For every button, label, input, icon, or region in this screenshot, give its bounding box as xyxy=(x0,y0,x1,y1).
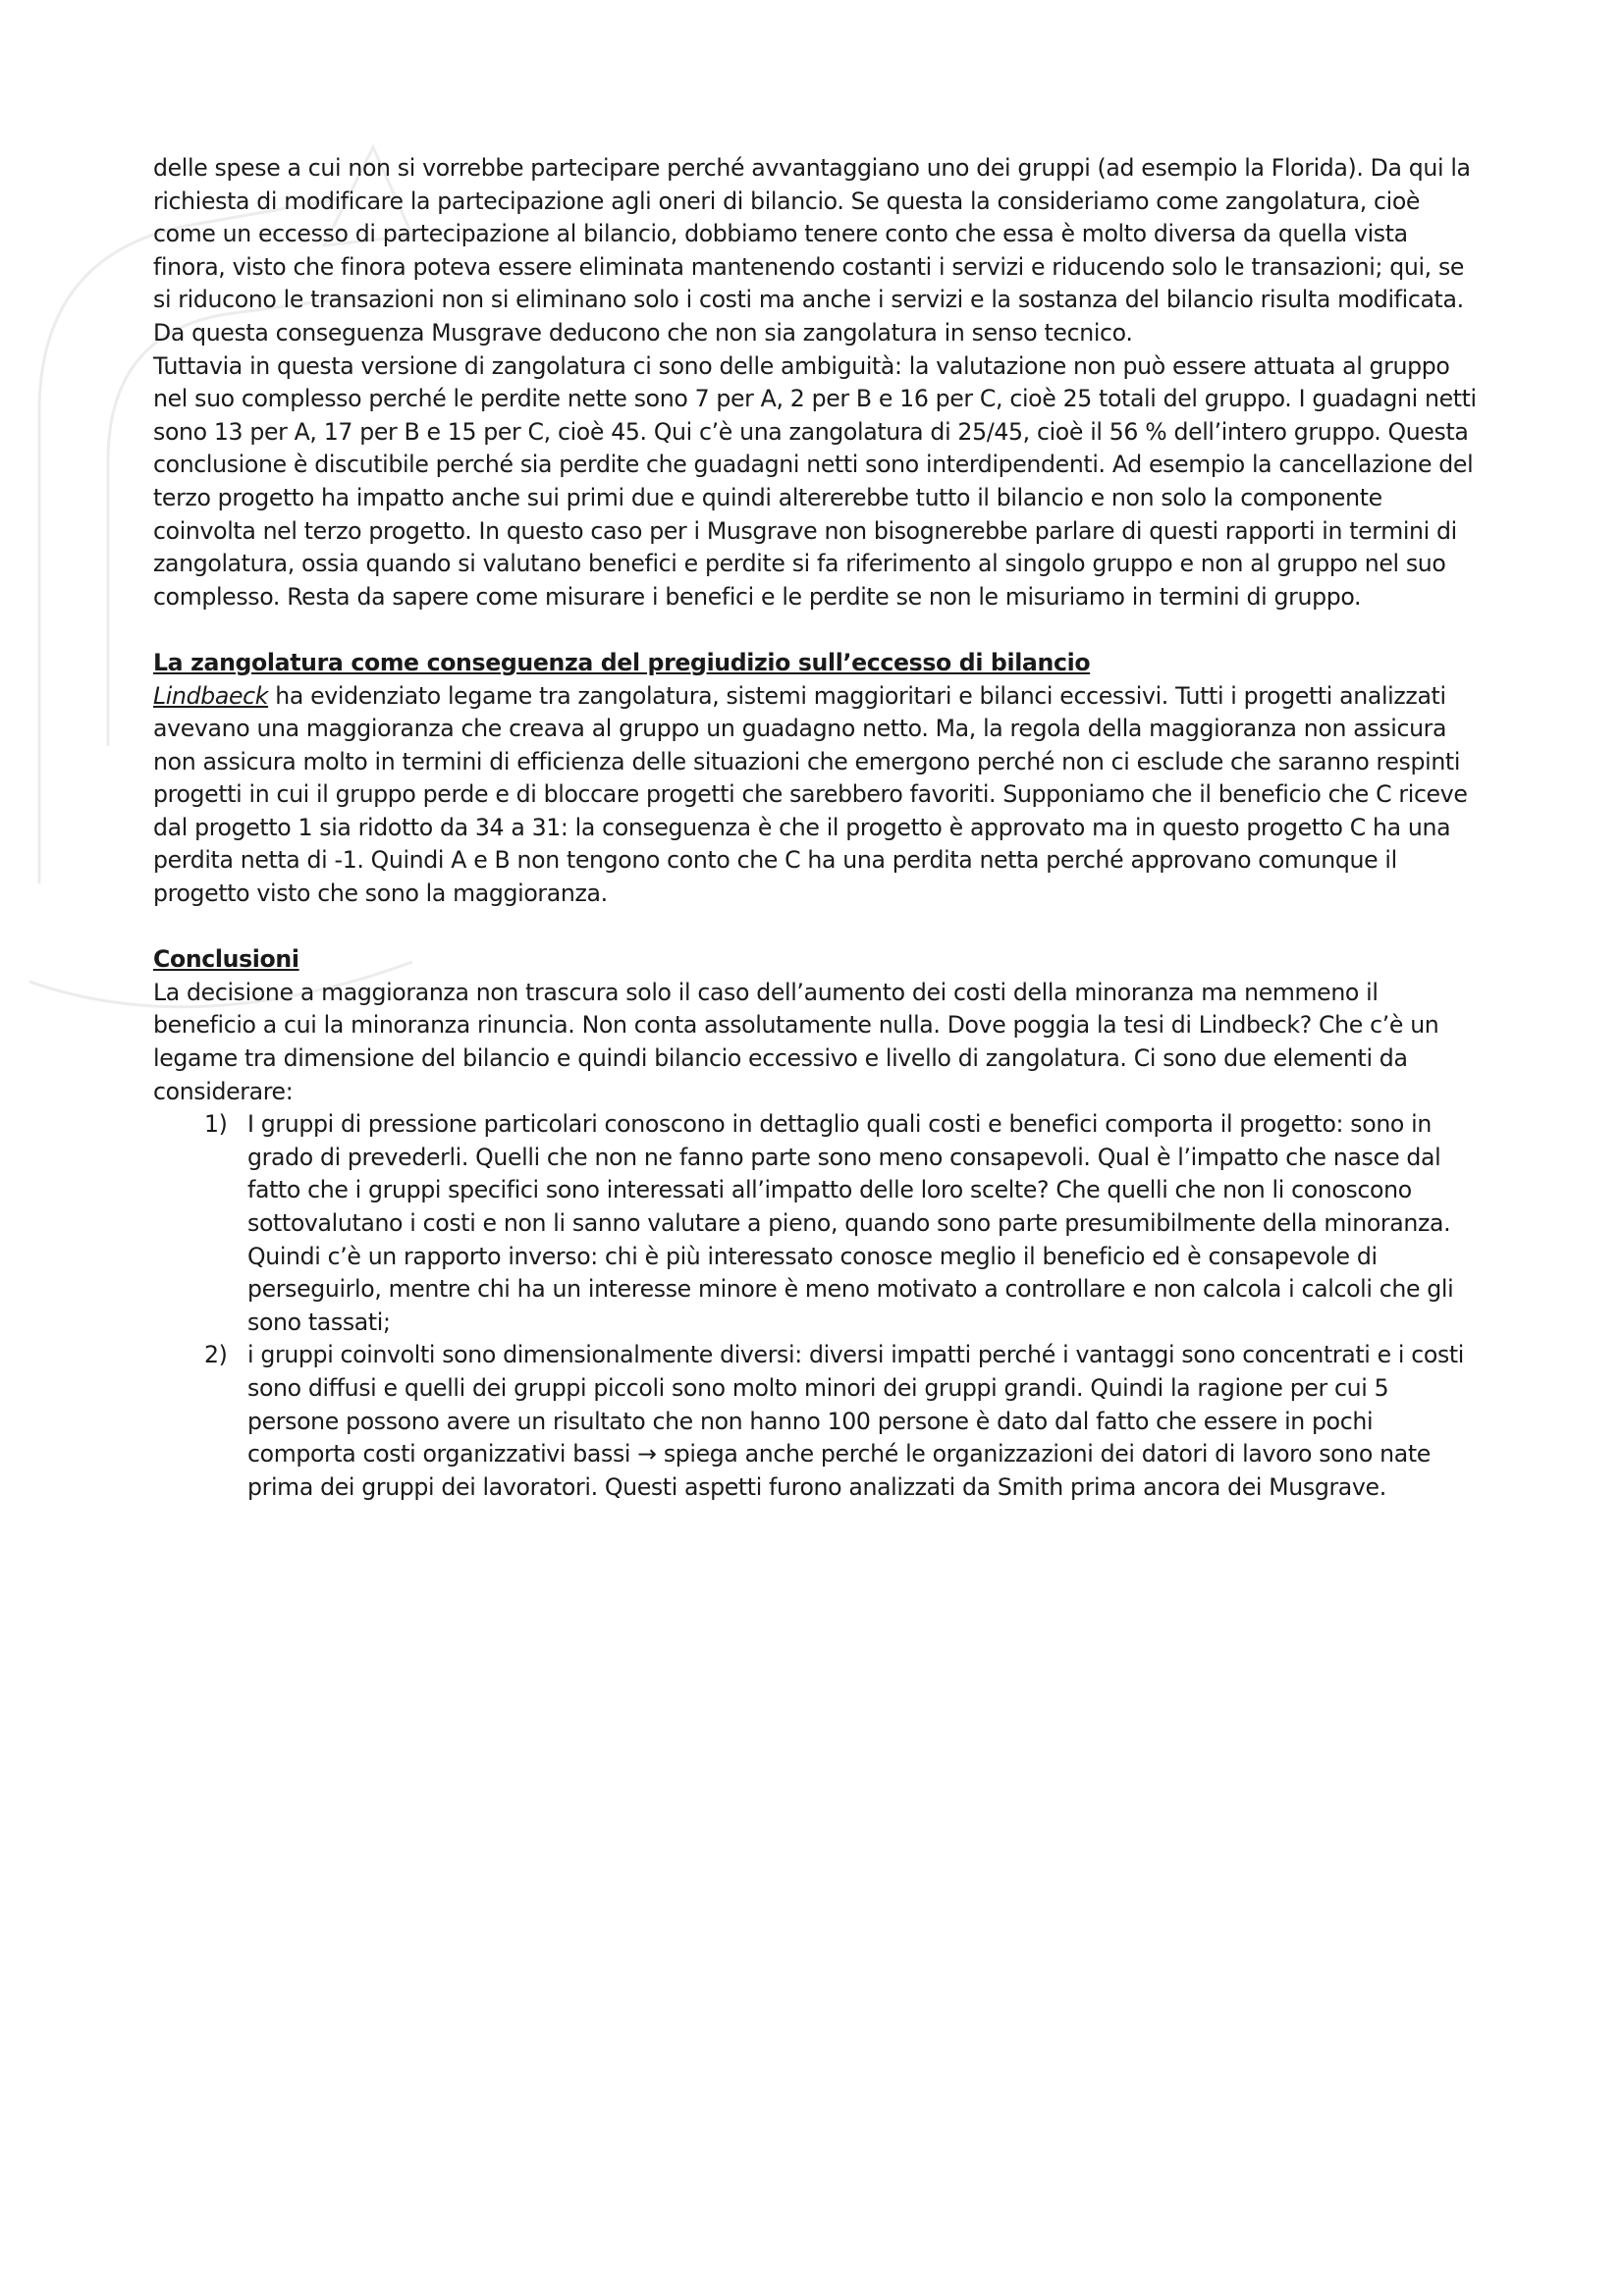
list-item-1 xyxy=(153,1108,1481,1339)
paragraph-conclusioni: La decisione a maggioranza non trascura solo il caso dell’aumento dei costi della minoranza ma nemmeno il beneficio a cui la minoranza rinuncia. Non conta assolutamente nulla. Dove poggia la tesi di Lindbeck? Che c’è un legame tra dimensione del bilancio e quindi bilancio eccessivo e livello di zangolatura. Ci sono due elementi da considerare: xyxy=(153,978,1439,1105)
author-name: Lindbaeck xyxy=(153,681,269,710)
paragraph-lindbaeck xyxy=(153,680,1481,911)
spacer xyxy=(153,911,1481,944)
list-item-text: i gruppi coinvolti sono dimensionalmente diversi: diversi impatti perché i vantaggi sono concentrati e i costi sono diffusi e quelli dei gruppi piccoli sono molto minori dei gruppi grandi. Quindi la ragione per cui 5 persone possono avere un risultato che non hanno 100 persone è dato dal fatto che essere in pochi comporta costi organizzativi bassi → spiega anche perché le organizzazioni dei datori di lavoro sono nate prima dei gruppi dei lavoratori. Questi aspetti furono analizzati da Smith prima ancora dei Musgrave. xyxy=(247,1341,1464,1501)
numbered-list xyxy=(153,1108,1481,1504)
paragraph-lindbaeck-body: ha evidenziato legame tra zangolatura, sistemi maggioritari e bilanci eccessivi. Tutti i progetti analizzati avevano una maggioranza che creava al gruppo un guadagno netto. Ma, la regola della maggioranza non assicura non assicura molto in termini di efficienza delle situazioni che emergono perché non ci esclude che saranno respinti progetti in cui il gruppo perde e di bloccare progetti che sarebbero favoriti. Supponiamo che il beneficio che C riceve dal progetto 1 sia ridotto da 34 a 31: la conseguenza è che il progetto è approvato ma in questo progetto C ha una perdita netta di -1. Quindi A e B non tengono conto che C ha una perdita netta perché approvano comunque il progetto visto che sono la maggioranza. xyxy=(153,681,1468,908)
section-heading-conclusioni: Conclusioni xyxy=(153,945,299,974)
list-number: 1) xyxy=(204,1110,228,1139)
list-item-2 xyxy=(153,1339,1481,1504)
paragraph-intro-1: delle spese a cui non si vorrebbe partecipare perché avvantaggiano uno dei gruppi (ad esempio la Florida). Da qui la richiesta di modificare la partecipazione agli oneri di bilancio. Se questa la consideriamo come zangolatura, cioè come un eccesso di partecipazione al bilancio, dobbiamo tenere conto che essa è molto diversa da quella vista finora, visto che finora poteva essere eliminata mantenendo costanti i servizi e riducendo solo le transazioni; qui, se si riducono le transazioni non si eliminano solo i costi ma anche i servizi e la sostanza del bilancio risulta modificata. Da questa conseguenza Musgrave deducono che non sia zangolatura in senso tecnico. xyxy=(153,154,1471,347)
list-item-text: I gruppi di pressione particolari conoscono in dettaglio quali costi e benefici comporta il progetto: sono in grado di prevederli. Quelli che non ne fanno parte sono meno consapevoli. Qual è l’impatto che nasce dal fatto che i gruppi specifici sono interessati all’impatto delle loro scelte? Che quelli che non li conoscono sottovalutano i costi e non li sanno valutare a pieno, quando sono parte presumibilmente della minoranza. Quindi c’è un rapporto inverso: chi è più interessato conosce meglio il beneficio ed è consapevole di perseguirlo, mentre chi ha un interesse minore è meno motivato a controllare e non calcola i calcoli che gli sono tassati; xyxy=(247,1110,1454,1336)
document-page xyxy=(153,152,1481,1504)
list-number: 2) xyxy=(204,1341,228,1369)
section-heading-zangolatura: La zangolatura come conseguenza del pregiudizio sull’eccesso di bilancio xyxy=(153,648,1091,676)
paragraph-intro-2: Tuttavia in questa versione di zangolatura ci sono delle ambiguità: la valutazione non può essere attuata al gruppo nel suo complesso perché le perdite nette sono 7 per A, 2 per B e 16 per C, cioè 25 totali del gruppo. I guadagni netti sono 13 per A, 17 per B e 15 per C, cioè 45. Qui c’è una zangolatura di 25/45, cioè il 56 % dell’intero gruppo. Questa conclusione è discutibile perché sia perdite che guadagni netti sono interdipendenti. Ad esempio la cancellazione del terzo progetto ha impatto anche sui primi due e quindi altererebbe tutto il bilancio e non solo la componente coinvolta nel terzo progetto. In questo caso per i Musgrave non bisognerebbe parlare di questi rapporti in termini di zangolatura, ossia quando si valutano benefici e perdite si fa riferimento al singolo gruppo e non al gruppo nel suo complesso. Resta da sapere come misurare i benefici e le perdite se non le misuriamo in termini di gruppo. xyxy=(153,351,1477,611)
spacer xyxy=(153,614,1481,647)
